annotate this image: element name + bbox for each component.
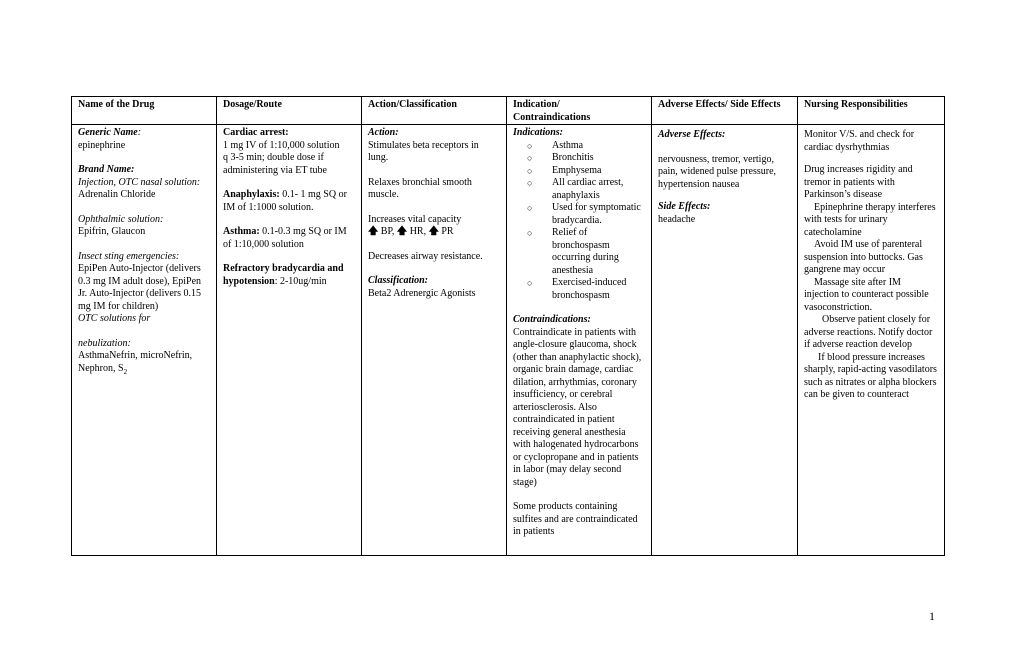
nursing-item: Observe patient closely for adverse reactions. Notify doctor if adverse reaction develop <box>804 314 933 350</box>
action-airway-resistance: Decreases airway resistance. <box>368 250 483 262</box>
refractory-value: : 2-10ug/min <box>274 275 327 287</box>
nursing-item: Massage site after IM injection to counteract possible vasoconstriction. <box>804 276 929 313</box>
brand-name-value: Adrenalin Chloride <box>78 189 156 200</box>
classification-value: Beta2 Adrenergic Agonists <box>368 287 476 299</box>
generic-name-label: Generic Name <box>78 127 138 138</box>
insect-sting-label: Insect sting emergencies: <box>78 250 180 262</box>
header-nursing: Nursing Responsibilities <box>798 97 945 125</box>
nursing-item: Drug increases rigidity and tremor in patients with Parkinson’s disease <box>804 164 913 200</box>
drug-table <box>71 96 945 556</box>
ophthalmic-value: Epifrin, Glaucon <box>78 226 146 237</box>
otc-label-2: nebulization: <box>78 337 131 349</box>
adverse-effects-value: nervousness, tremor, vertigo, pain, widened pulse pressure, hypertension nausea <box>658 153 777 190</box>
nursing-item: Avoid IM use of parenteral suspension into buttocks. Gas gangrene may occur <box>804 239 923 275</box>
contraindications-value: Contraindicate in patients with angle-closure glaucoma, shock (other than anaphylactic shock), organic brain damage, cardiac dilation, arrhythmias, coronary insufficiency, or cerebral arteriosclerosis. Also contraindicated in patient receiving general anesthesia with halogenated hydrocarbons or cyclopropane and in patients in labor (may delay second stage) <box>513 326 642 488</box>
otc-value: AsthmaNefrin, microNefrin, Nephron, S <box>78 350 193 374</box>
cardiac-arrest-label: Cardiac arrest: <box>223 127 289 138</box>
ophthalmic-label: Ophthalmic solution: <box>78 213 164 225</box>
cell-nursing <box>798 125 945 556</box>
anaphylaxis-label: Anaphylaxis: <box>223 189 280 200</box>
insect-sting-value: EpiPen Auto-Injector (delivers 0.3 mg IM adult dose), EpiPen Jr. Auto-Injector (delivers 0.15 mg IM for children) <box>78 263 202 312</box>
cell-action-classification <box>362 125 507 556</box>
action-relaxes-muscle: Relaxes bronchial smooth muscle. <box>368 176 472 200</box>
table-row <box>72 125 945 556</box>
header-dosage-route: Dosage/Route <box>217 97 362 125</box>
cell-indications <box>507 125 652 556</box>
action-vital-capacity: Increases vital capacity <box>368 213 462 225</box>
side-effects-value: headache <box>658 213 696 225</box>
nursing-item: If blood pressure increases sharply, rapid-acting vasodilators such as nitrates or alpha blockers can be given to counteract <box>804 351 937 400</box>
header-indication: Indication/ Contraindications <box>507 97 652 125</box>
hr-text: HR, <box>407 226 427 237</box>
bp-text: BP, <box>378 226 395 237</box>
list-item: ○ All cardiac arrest, anaphylaxis <box>527 177 645 202</box>
sulfites-value: Some products containing sulfites and are contraindicated in patients <box>513 501 638 537</box>
classification-label: Classification: <box>368 275 429 286</box>
cell-drug-name: Generic Name: epinephrine Brand Name: Injection, OTC nasal solution: Adrenalin Chloride Ophthalmic solution: Epifrin, Glaucon Insect sting emergencies: EpiPen Auto-Injector (delivers 0.3 mg IM adult dose), EpiPen Jr. Auto-Injector (delivers 0.15 mg IM for children) OTC solutions for nebulization: AsthmaNefrin, microNefrin, Nephron, $S_2$ <box>72 125 217 556</box>
nursing-item: Monitor V/S. and check for cardiac dysrhythmias <box>804 129 915 153</box>
header-row <box>72 97 945 125</box>
list-item: ○ Relief of bronchospasm occurring during anesthesia <box>527 227 645 277</box>
action-label: Action: <box>368 127 399 138</box>
otc-subscript: 2 <box>123 367 128 376</box>
list-item: ○ Used for symptomatic bradycardia. <box>527 202 645 227</box>
header-drug-name: Name of the Drug <box>72 97 217 125</box>
anaphylaxis-value: 0.1- 1 mg SQ or IM of 1:1000 solution. <box>223 189 347 213</box>
pr-text: PR <box>438 226 454 237</box>
list-item: ○ Exercised-induced bronchospasm <box>527 277 645 302</box>
action-beta-receptors: Stimulates beta receptors in lung. <box>368 139 479 163</box>
up-arrow-icon: 🡅 <box>428 226 439 237</box>
up-arrow-icon: 🡅 <box>396 226 408 237</box>
indications-list <box>513 140 645 303</box>
brand-name-label: Brand Name: <box>78 164 135 175</box>
list-item: ○ Bronchitis <box>527 152 645 165</box>
cell-dosage-route <box>217 125 362 556</box>
nursing-item: Epinephrine therapy interferes with tests for urinary catecholamine <box>804 201 936 238</box>
up-arrow-icon: 🡅 <box>368 226 379 237</box>
indications-label: Indications: <box>513 127 564 138</box>
brand-sub-label: Injection, OTC nasal solution: <box>78 176 201 188</box>
otc-label-1: OTC solutions for <box>78 313 151 324</box>
header-adverse-effects: Adverse Effects/ Side Effects <box>652 97 798 125</box>
asthma-label: Asthma: <box>223 226 260 237</box>
cardiac-arrest-value: 1 mg IV of 1:10,000 solution q 3-5 min; double dose if administering via ET tube <box>223 139 340 176</box>
list-item: ○ Emphysema <box>527 165 645 178</box>
asthma-value: 0.1-0.3 mg SQ or IM of 1:10,000 solution <box>223 226 347 250</box>
adverse-effects-label: Adverse Effects: <box>658 129 726 140</box>
cell-adverse-effects <box>652 125 798 556</box>
page-number: 1 <box>929 609 935 623</box>
side-effects-label: Side Effects: <box>658 201 711 212</box>
list-item: ○ Asthma <box>527 140 645 153</box>
contraindications-label: Contraindications: <box>513 314 591 325</box>
header-action-classification: Action/Classification <box>362 97 507 125</box>
generic-name-value: epinephrine <box>78 139 126 151</box>
refractory-label: Refractory bradycardia and hypotension <box>223 263 344 287</box>
